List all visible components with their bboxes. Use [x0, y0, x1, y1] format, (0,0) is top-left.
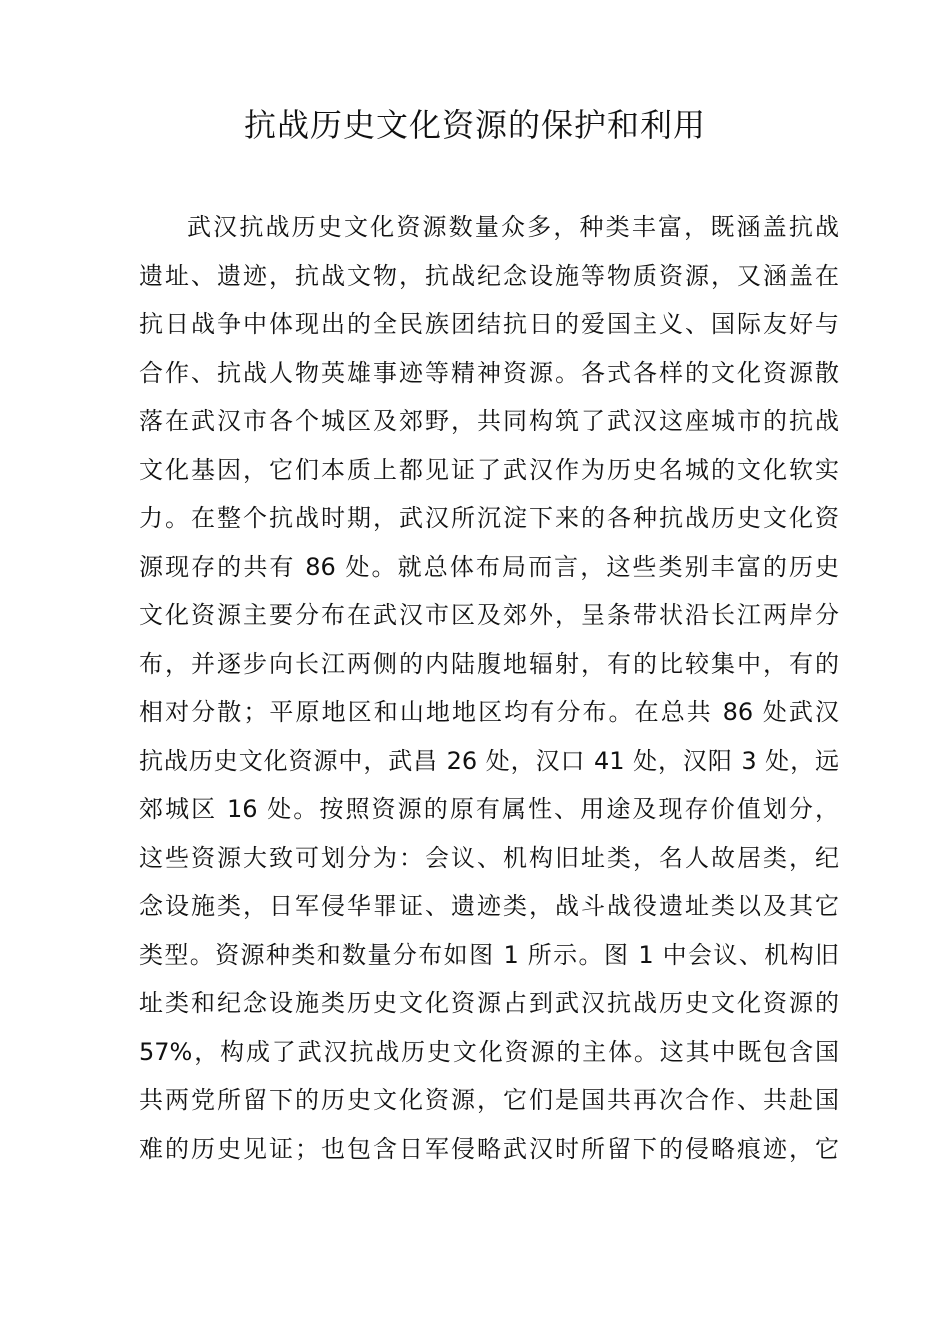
- text-line: 布，并逐步向长江两侧的内陆腹地辐射，有的比较集中，有的: [139, 649, 839, 678]
- text-line: 念设施类，日军侵华罪证、遗迹类，战斗战役遗址类以及其它: [139, 892, 839, 920]
- text-line: 抗日战争中体现出的全民族团结抗日的爱国主义、国际友好与: [139, 310, 839, 338]
- text-line: 文化资源主要分布在武汉市区及郊外，呈条带状沿长江两岸分: [139, 601, 839, 629]
- text-line: 合作、抗战人物英雄事迹等精神资源。各式各样的文化资源散: [139, 358, 839, 387]
- text-line: 难的历史见证；也包含日军侵略武汉时所留下的侵略痕迹，它: [139, 1134, 839, 1163]
- text-line: 类型。资源种类和数量分布如图 1 所示。图 1 中会议、机构旧: [139, 940, 839, 969]
- text-line: 落在武汉市各个城区及郊野，共同构筑了武汉这座城市的抗战: [139, 407, 839, 435]
- text-line: 遗址、遗迹，抗战文物，抗战纪念设施等物质资源，又涵盖在: [139, 261, 839, 290]
- text-line: 源现存的共有 86 处。就总体布局而言，这些类别丰富的历史: [139, 552, 839, 581]
- text-line: 这些资源大致可划分为：会议、机构旧址类，名人故居类，纪: [139, 843, 839, 872]
- body-paragraph: [139, 203, 839, 1173]
- text-line: 郊城区 16 处。按照资源的原有属性、用途及现存价值划分，: [139, 795, 839, 823]
- text-line: 力。在整个抗战时期，武汉所沉淀下来的各种抗战历史文化资: [139, 504, 839, 532]
- text-line: 抗战历史文化资源中，武昌 26 处，汉口 41 处，汉阳 3 处，远: [139, 746, 839, 775]
- text-line: 武汉抗战历史文化资源数量众多，种类丰富，既涵盖抗战: [187, 213, 839, 241]
- text-line: 文化基因，它们本质上都见证了武汉作为历史名城的文化软实: [139, 455, 839, 484]
- text-line: 57%，构成了武汉抗战历史文化资源的主体。这其中既包含国: [139, 1037, 839, 1066]
- document-title: 抗战历史文化资源的保护和利用: [243, 106, 706, 144]
- text-line: 相对分散；平原地区和山地地区均有分布。在总共 86 处武汉: [139, 698, 839, 726]
- text-line: 共两党所留下的历史文化资源，它们是国共再次合作、共赴国: [139, 1086, 839, 1114]
- text-line: 址类和纪念设施类历史文化资源占到武汉抗战历史文化资源的: [139, 989, 839, 1017]
